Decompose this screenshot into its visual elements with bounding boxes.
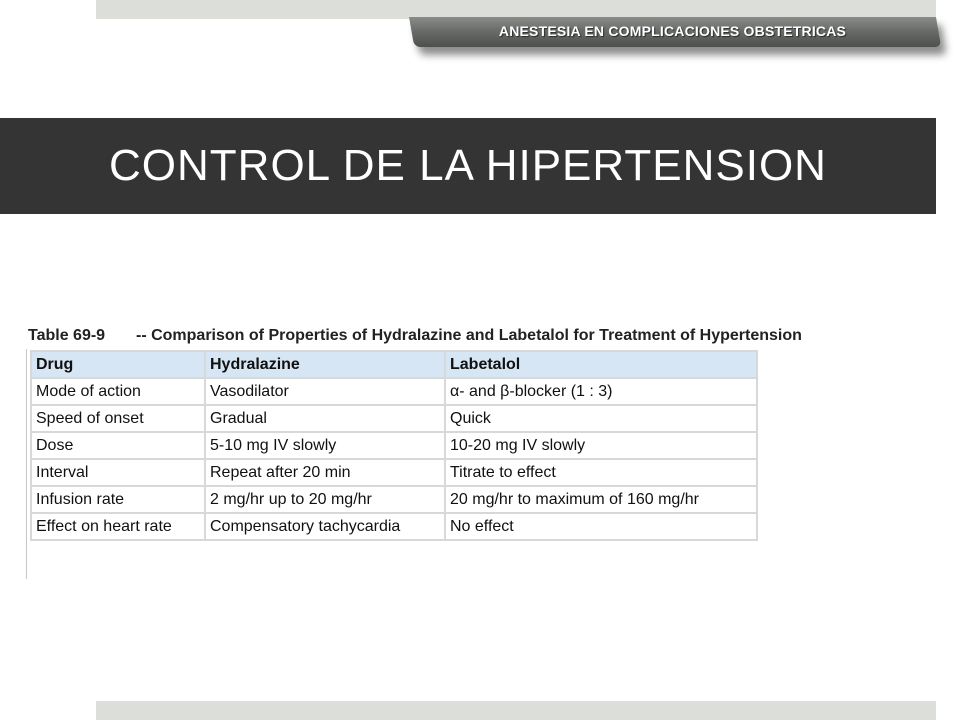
table-cell: Quick <box>445 405 757 432</box>
table-caption-text: -- Comparison of Properties of Hydralazine and Labetalol for Treatment of Hypertension <box>136 327 802 344</box>
table-cell: Compensatory tachycardia <box>205 513 445 540</box>
table-cell: 20 mg/hr to maximum of 160 mg/hr <box>445 486 757 513</box>
table-cell: Vasodilator <box>205 378 445 405</box>
column-header-hydralazine: Hydralazine <box>205 351 445 378</box>
table-cell: Gradual <box>205 405 445 432</box>
table-cell: Dose <box>31 432 205 459</box>
table-row <box>31 459 757 486</box>
column-header-drug: Drug <box>31 351 205 378</box>
table-cell: 2 mg/hr up to 20 mg/hr <box>205 486 445 513</box>
table-row <box>31 405 757 432</box>
table-row <box>31 378 757 405</box>
table-cell: Speed of onset <box>31 405 205 432</box>
table-header-row <box>31 351 757 378</box>
table-cell: Interval <box>31 459 205 486</box>
table-cell: 5-10 mg IV slowly <box>205 432 445 459</box>
table-cell: α- and β-blocker (1 : 3) <box>445 378 757 405</box>
table-caption <box>28 325 944 347</box>
table-image <box>26 325 946 579</box>
table-cell: Repeat after 20 min <box>205 459 445 486</box>
table-cell: Titrate to effect <box>445 459 757 486</box>
table-number: Table 69-9 <box>28 327 106 344</box>
bottom-decor-bar <box>96 701 936 720</box>
table-row <box>31 513 757 540</box>
comparison-table <box>30 350 758 541</box>
table-cell: 10-20 mg IV slowly <box>445 432 757 459</box>
title-bar <box>0 118 936 214</box>
table-left-rule <box>26 349 27 579</box>
column-header-labetalol: Labetalol <box>445 351 757 378</box>
table-cell: Effect on heart rate <box>31 513 205 540</box>
table-cell: No effect <box>445 513 757 540</box>
table-row <box>31 486 757 513</box>
table-row <box>31 432 757 459</box>
table-cell: Infusion rate <box>31 486 205 513</box>
slide-title: CONTROL DE LA HIPERTENSION <box>109 141 827 190</box>
table-cell: Mode of action <box>31 378 205 405</box>
header-tab-label: ANESTESIA EN COMPLICACIONES OBSTETRICAS <box>498 23 847 39</box>
